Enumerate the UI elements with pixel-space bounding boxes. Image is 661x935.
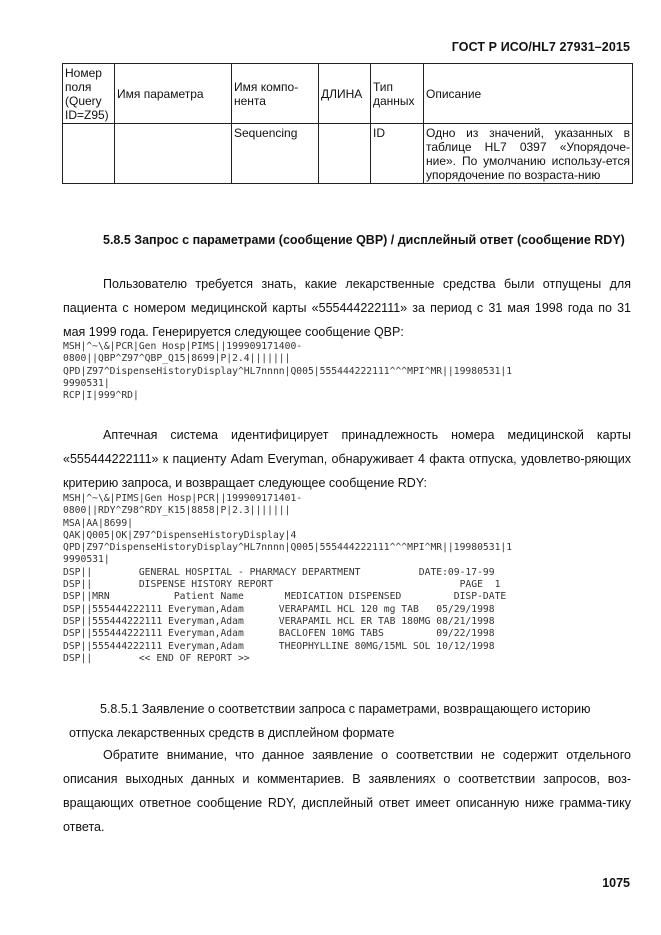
cell-component-name: Sequencing <box>232 124 319 184</box>
qbp-message-code: MSH|^~\&|PCR|Gen Hosp|PIMS||199909171400- 0800||QBP^Z97^QBP_Q15|8699|P|2.4||||||| QPD|Z97^DispenseHistoryDisplay^HL7nnnn|Q005|555444222111^^^MPI^MR||19980531|1 9990531| RCP|I|999^RD| <box>63 341 513 402</box>
header-type: Тип данных <box>371 64 424 124</box>
page-number: 1075 <box>602 876 630 890</box>
cell-param-name <box>115 124 232 184</box>
heading-line-2: отпуска лекарственных средств в дисплейном формате <box>69 726 395 740</box>
header-length: ДЛИНА <box>319 64 371 124</box>
section-heading-5-8-5: 5.8.5 Запрос с параметрами (сообщение QBP) / дисплейный ответ (сообщение RDY) <box>103 233 625 247</box>
heading-line-1: 5.8.5.1 Заявление о соответствии запроса с параметрами, возвращающего историю <box>100 702 591 716</box>
parameters-table <box>62 63 633 184</box>
cell-description: Одно из значений, указанных в таблице HL7 0397 «Упорядоче-ние». По умолчанию использу-ется упорядочение по возраста-нию <box>424 124 633 184</box>
conformance-paragraph: Обратите внимание, что данное заявление о соответствии не содержит отдельного описания выходных данных и комментариев. В заявлениях о соответствии запросов, воз-вращающих ответное сообщение RDY, дисплейный ответ имеет описанную ниже грамма-тику ответа. <box>63 748 631 834</box>
section-heading-5-8-5-1 <box>63 697 631 745</box>
rdy-message-code: MSH|^~\&|PIMS|Gen Hosp|PCR||199909171401- 0800||RDY^Z98^RDY_K15|8858|P|2.3||||||| MSA|AA|8699| QAK|Q005|OK|Z97^DispenseHistoryDisplay|4 QPD|Z97^DispenseHistoryDisplay^HL7nnnn|Q005|555444222111^^^MPI^MR||19980531|1 9990531| DSP|| GENERAL HOSPITAL - PHARMACY DEPARTMENT DATE:09-17-99 DSP|| DISPENSE HISTORY REPORT PAGE 1 DSP||MRN Patient Name MEDICATION DISPENSED DISP-DATE DSP||555444222111 Everyman,Adam VERAPAMIL HCL 120 mg TAB 05/29/1998 DSP||555444222111 Everyman,Adam VERAPAMIL HCL ER TAB 180MG 08/21/1998 DSP||555444222111 Everyman,Adam BACLOFEN 10MG TABS 09/22/1998 DSP||555444222111 Everyman,Adam THEOPHYLLINE 80MG/15ML SOL 10/12/1998 DSP|| << END OF REPORT >> <box>63 493 513 664</box>
pharmacy-paragraph: Аптечная система идентифицирует принадлежность номера медицинской карты «555444222111» к пациенту Adam Everyman, обнаруживает 4 факта отпуска, удовлетво-ряющих критерию запроса, и возвращает следующее сообщение RDY: <box>63 428 631 490</box>
cell-length <box>319 124 371 184</box>
header-description: Описание <box>424 64 633 124</box>
header-param-name: Имя параметра <box>115 64 232 124</box>
header-field-number: Номер поля (Query ID=Z95) <box>63 64 115 124</box>
header-component-name: Имя компо-нента <box>232 64 319 124</box>
cell-type: ID <box>371 124 424 184</box>
document-header: ГОСТ Р ИСО/HL7 27931–2015 <box>451 40 630 54</box>
table-row <box>63 124 633 184</box>
cell-field-number <box>63 124 115 184</box>
intro-paragraph: Пользователю требуется знать, какие лекарственные средства были отпущены для пациента с номером медицинской карты «555444222111» за период с 31 мая 1998 года по 31 мая 1999 года. Генерируется следующее сообщение QBP: <box>63 277 631 339</box>
table-header-row <box>63 64 633 124</box>
